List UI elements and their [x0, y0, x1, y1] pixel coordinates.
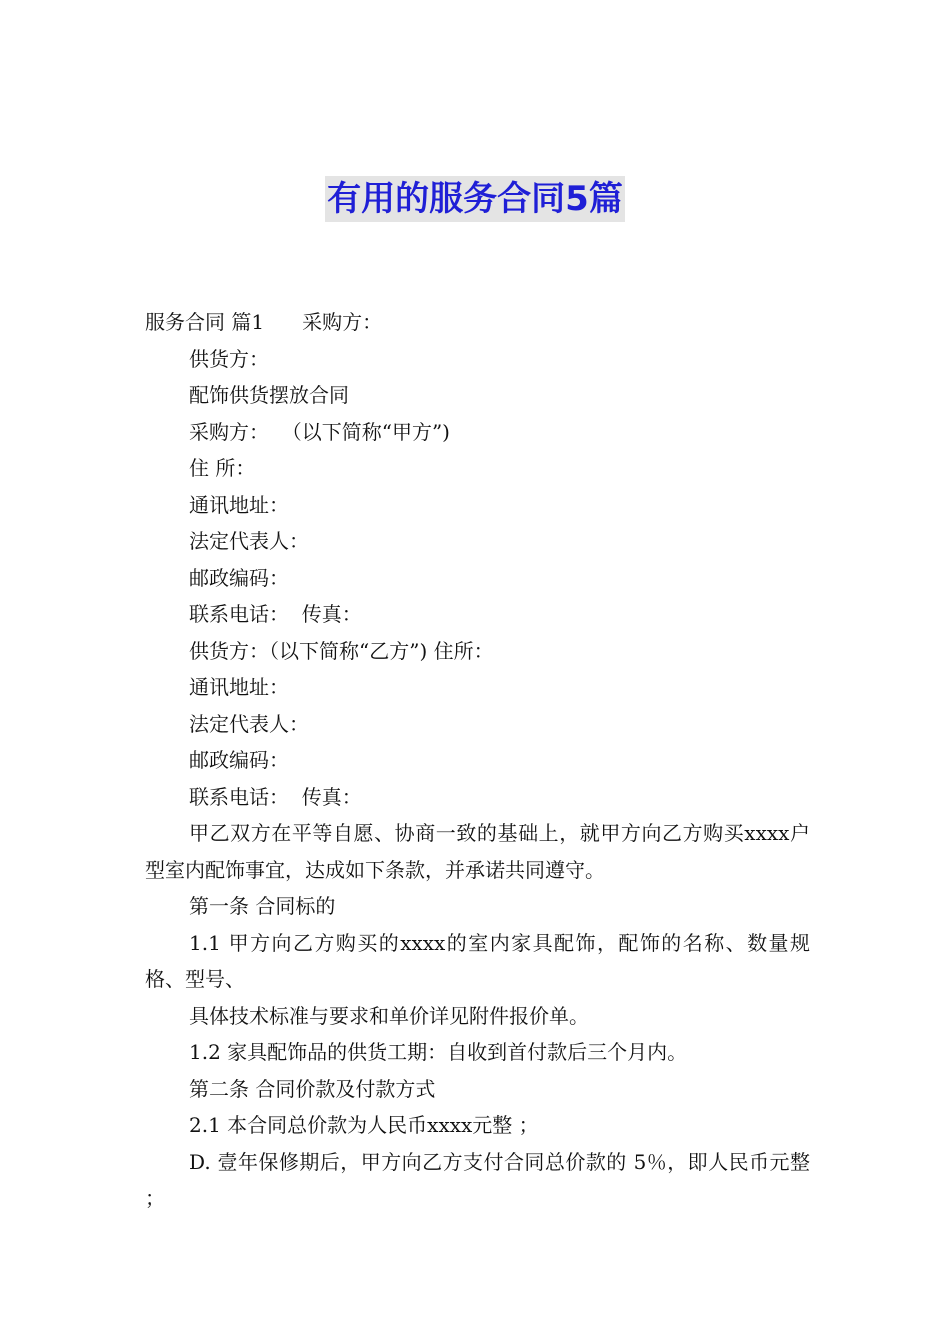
- heading-line: [145, 304, 810, 341]
- text-line: 采购方： （以下简称“甲方”): [189, 419, 450, 444]
- text-line: 联系电话： 传真：: [189, 784, 362, 809]
- text-line: 法定代表人：: [189, 529, 309, 553]
- text-line: 联系电话： 传真：: [189, 602, 362, 626]
- text-line: 通讯地址：: [189, 675, 289, 699]
- text-line: 法定代表人：: [189, 711, 309, 736]
- clause-d: D. 壹年保修期后，甲方向乙方支付合同总价款的 5％，即人民币元整 ；: [145, 1149, 810, 1210]
- heading-buyer: 采购方：: [302, 310, 383, 334]
- document-body: [145, 304, 810, 1217]
- text-line: 供货方：: [189, 346, 269, 371]
- text-line: 邮政编码：: [189, 565, 289, 590]
- clause-1-1: 1.1 甲方向乙方购买的xxxx的室内家具配饰，配饰的名称、数量规格、型号、: [145, 930, 810, 991]
- clause-1-1-continued: 具体技术标准与要求和单价详见附件报价单。: [189, 1003, 589, 1028]
- clause-2-1: 2.1 本合同总价款为人民币xxxx元整 ；: [189, 1113, 539, 1137]
- article-1-heading: 第一条 合同标的: [189, 894, 336, 918]
- text-line: 供货方：（以下简称“乙方”) 住所：: [189, 638, 494, 663]
- article-2-heading: 第二条 合同价款及付款方式: [189, 1076, 436, 1101]
- text-line: 邮政编码：: [189, 748, 289, 772]
- title-container: [0, 176, 950, 222]
- document-title: 有用的服务合同5篇: [325, 176, 625, 222]
- text-line: 通讯地址：: [189, 492, 289, 517]
- clause-1-2: 1.2 家具配饰品的供货工期：自收到首付款后三个月内。: [189, 1040, 688, 1064]
- heading-part: 服务合同 篇1: [145, 310, 265, 334]
- text-line: 配饰供货摆放合同: [189, 383, 349, 407]
- paragraph-1: 甲乙双方在平等自愿、协商一致的基础上，就甲方向乙方购买xxxx户型室内配饰事宜，达成如下条款，并承诺共同遵守。: [145, 821, 810, 882]
- text-line: 住 所：: [189, 456, 256, 480]
